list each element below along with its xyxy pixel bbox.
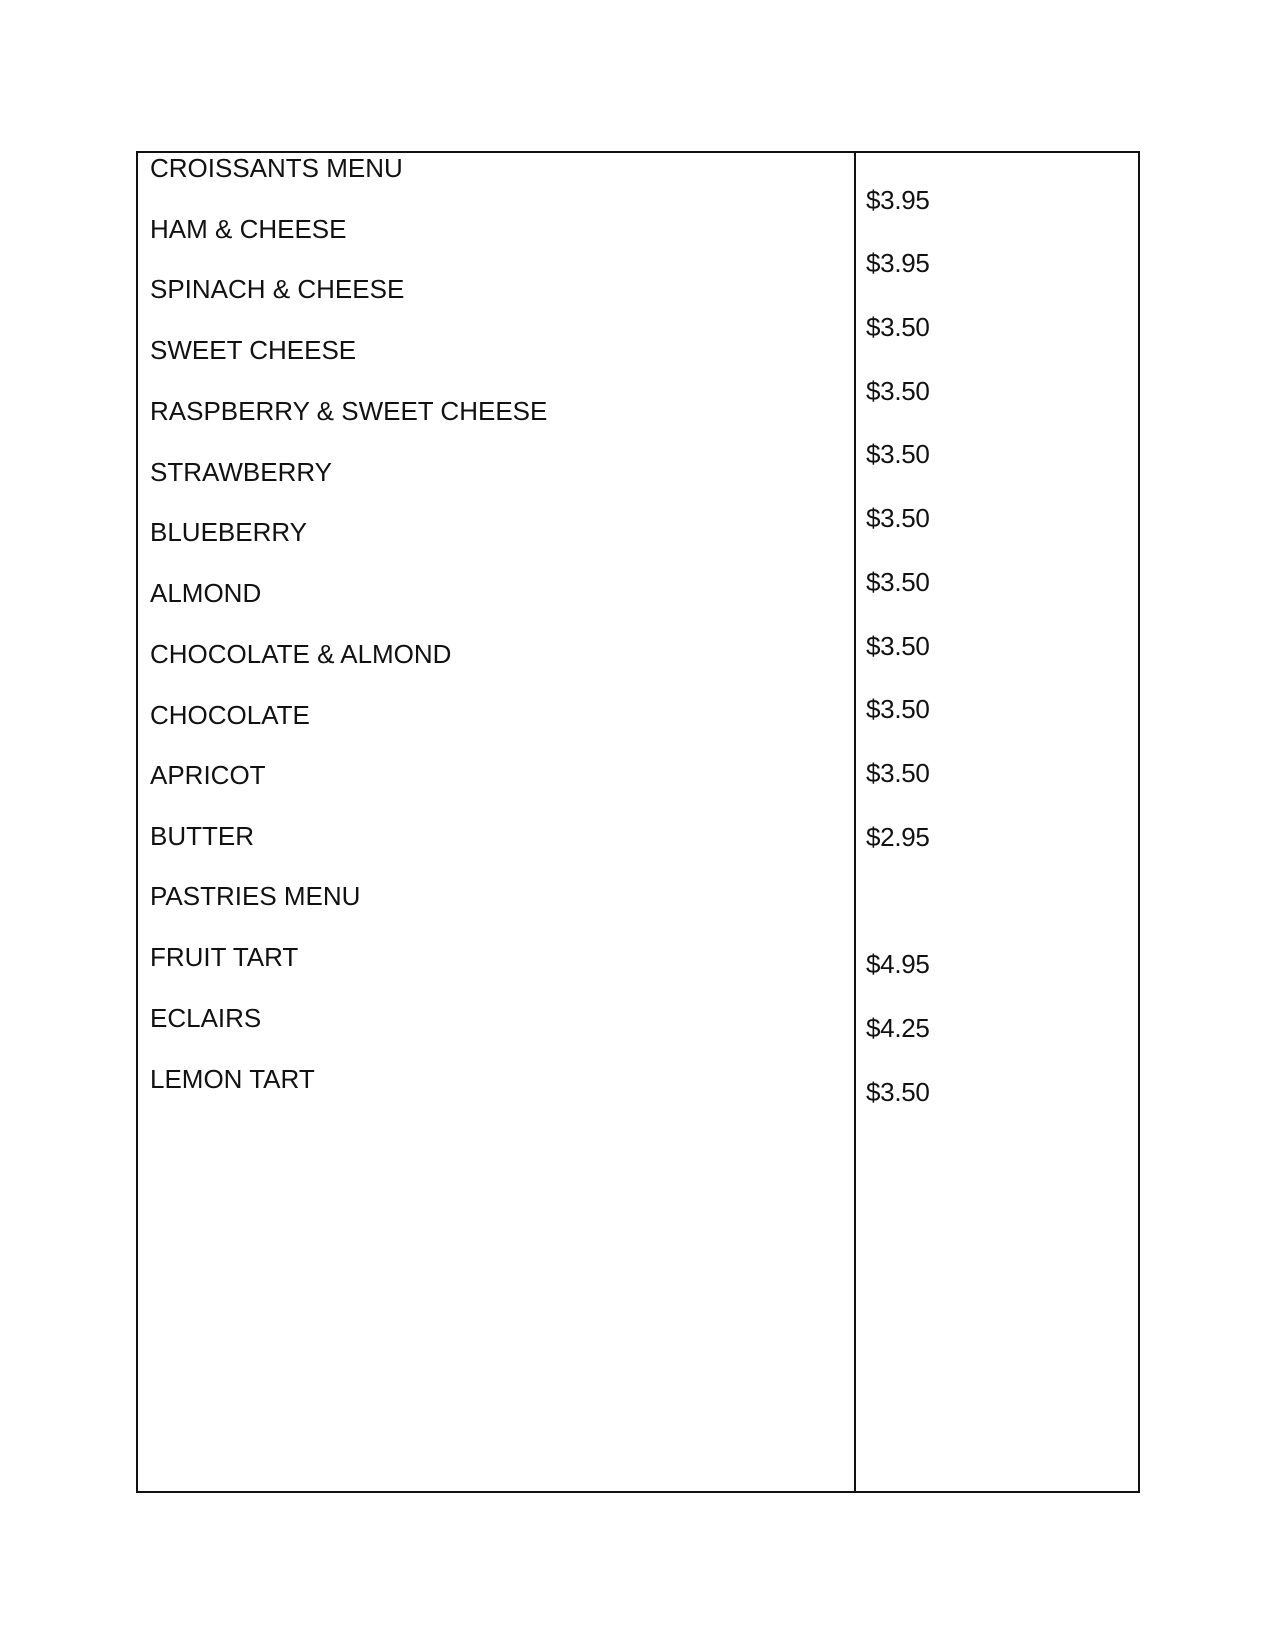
section-heading-croissants: CROISSANTS MENU — [150, 153, 403, 183]
item-name: STRAWBERRY — [150, 457, 333, 487]
item-name: HAM & CHEESE — [150, 214, 347, 244]
item-name: FRUIT TART — [150, 942, 299, 972]
item-name: BUTTER — [150, 821, 254, 851]
item-price: $3.50 — [866, 758, 930, 788]
menu-table — [136, 151, 1140, 1493]
item-name: RASPBERRY & SWEET CHEESE — [150, 396, 548, 426]
item-price: $3.50 — [866, 312, 930, 342]
item-price: $3.95 — [866, 248, 930, 278]
item-price: $3.95 — [866, 185, 930, 215]
item-name: ALMOND — [150, 578, 262, 608]
section-heading-pastries: PASTRIES MENU — [150, 881, 361, 911]
item-price: $3.50 — [866, 631, 930, 661]
item-price: $2.95 — [866, 822, 930, 852]
item-name: SPINACH & CHEESE — [150, 274, 405, 304]
item-price: $3.50 — [866, 503, 930, 533]
item-price: $3.50 — [866, 439, 930, 469]
item-name: CHOCOLATE & ALMOND — [150, 639, 452, 669]
item-name: APRICOT — [150, 760, 266, 790]
item-name: BLUEBERRY — [150, 517, 308, 547]
item-price: $3.50 — [866, 694, 930, 724]
column-divider — [854, 153, 856, 1491]
item-price: $3.50 — [866, 376, 930, 406]
item-name: CHOCOLATE — [150, 700, 310, 730]
item-name: LEMON TART — [150, 1064, 315, 1094]
item-price: $3.50 — [866, 567, 930, 597]
item-price: $4.95 — [866, 949, 930, 979]
item-price: $3.50 — [866, 1077, 930, 1107]
item-name: SWEET CHEESE — [150, 335, 357, 365]
item-name: ECLAIRS — [150, 1003, 262, 1033]
item-price: $4.25 — [866, 1013, 930, 1043]
